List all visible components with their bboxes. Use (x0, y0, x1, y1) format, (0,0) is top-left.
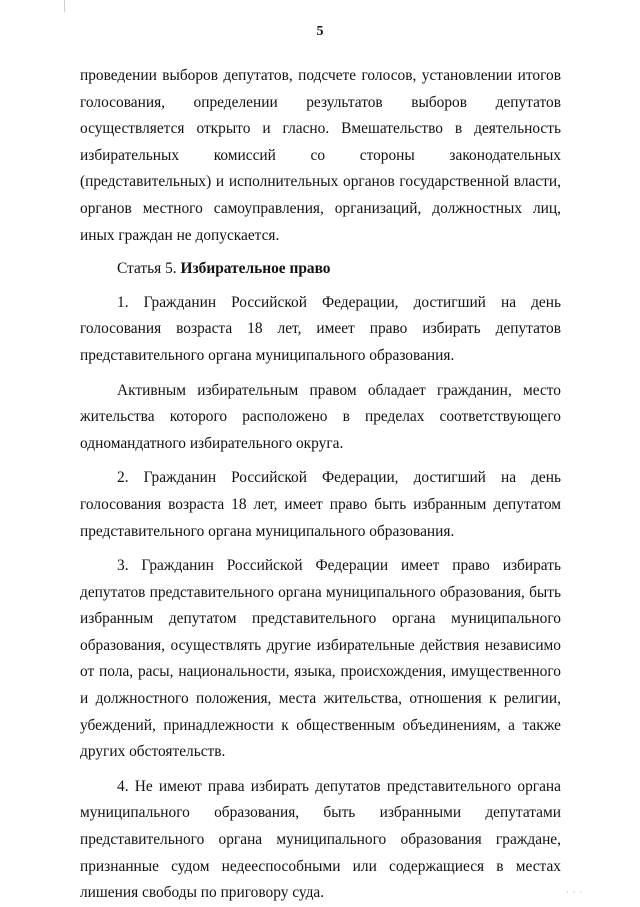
paragraph-2: 2. Гражданин Российской Федерации, достигший на день голосования возраста 18 лет, имеет право быть избранным депутатом представительного органа муниципального образования. (80, 469, 561, 540)
article-heading (80, 256, 561, 283)
paragraph-3: 3. Гражданин Российской Федерации имеет право избирать депутатов представительного органа муниципального образования, быть избранным депутатом представительного органа муниципального образования, осуществлять другие избирательные действия независимо от пола, расы, национальности, языка, происхождения, имущественного и должностного положения, места жительства, отношения к религии, убеждений, принадлежности к общественным объединениям, а также других обстоятельств. (80, 557, 561, 761)
scan-artifact: · · · (566, 888, 583, 897)
article-label: Статья 5. (117, 260, 177, 278)
page-number: 5 (316, 24, 324, 39)
document-body (80, 63, 561, 907)
intro-paragraph: проведении выборов депутатов, подсчете голосов, установлении итогов голосования, определении результатов выборов депутатов осуществляется открыто и гласно. Вмешательство в деятельность избирательных комиссий со стороны законодательных (представительных) и исполнительных органов государственной власти, органов местного самоуправления, организаций, должностных лиц, иных граждан не допускается. (80, 67, 561, 244)
scan-edge-left (64, 0, 65, 12)
paragraph-1: 1. Гражданин Российской Федерации, достигший на день голосования возраста 18 лет, имеет право избирать депутатов представительного органа муниципального образования. (80, 293, 561, 364)
paragraph-active-right: Активным избирательным правом обладает гражданин, место жительства которого расположено в пределах соответствующего одномандатного избирательного округа. (80, 381, 561, 452)
paragraph-4: 4. Не имеют права избирать депутатов представительного органа муниципального образования, быть избранными депутатами представительного органа муниципального образования граждане, признанные судом недееспособными или содержащиеся в местах лишения свободы по приговору суда. (80, 777, 561, 902)
article-title: Избирательное право (180, 260, 331, 278)
